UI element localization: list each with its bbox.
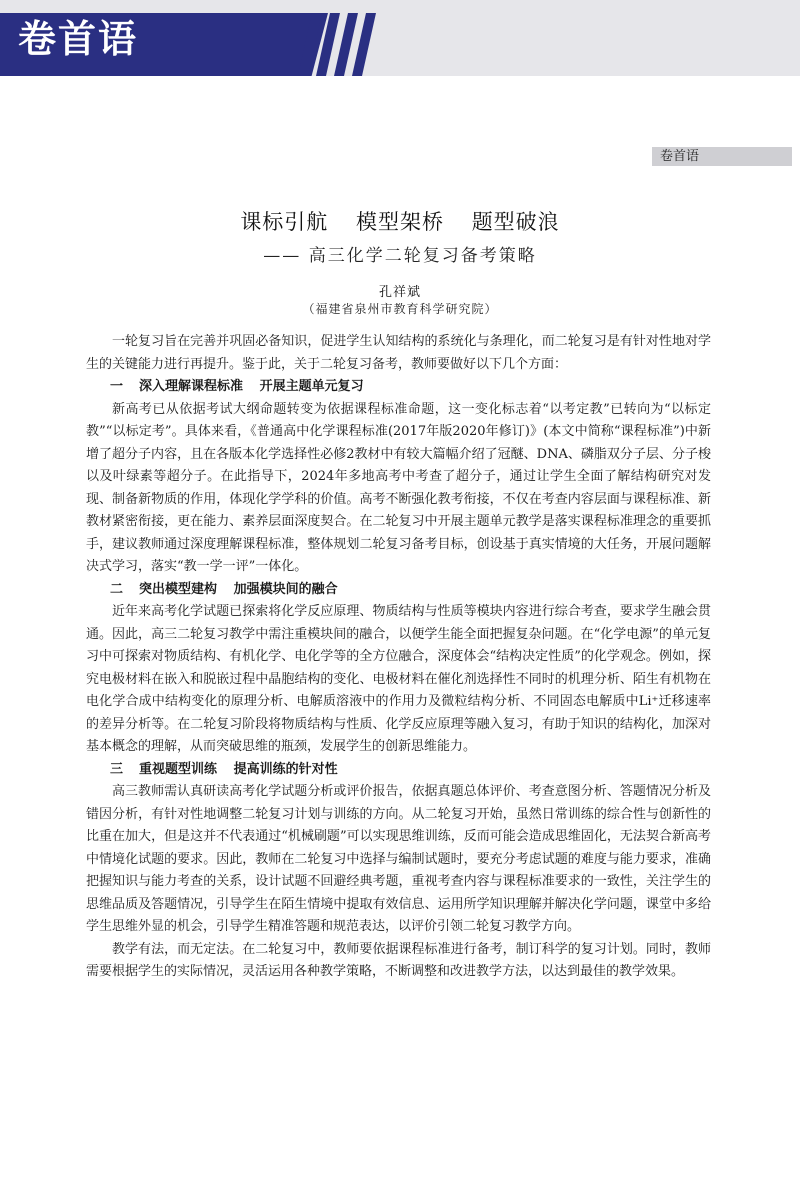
section-number: 二 <box>110 581 124 597</box>
section-heading-b: 加强模块间的融合 <box>233 581 338 597</box>
intro-paragraph: 一轮复习旨在完善并巩固必备知识，促进学生认知结构的系统化与条理化，而二轮复习是有针对性地对学生的关键能力进行再提升。鉴于此，关于二轮复习备考，教师要做好以下几个方面： <box>86 334 711 372</box>
body-paragraph: 教学有法，而无定法。在二轮复习中，教师要依据课程标准进行备考，制订科学的复习计划。同时，教师需要根据学生的实际情况，灵活运用各种教学策略，不断调整和改进教学方法，以达到最佳的教学效果。 <box>86 941 711 979</box>
section-heading-a: 突出模型建构 <box>139 581 218 597</box>
section-heading-b: 提高训练的针对性 <box>233 761 338 777</box>
banner-title: 卷首语 <box>18 17 139 61</box>
section-heading-b: 开展主题单元复习 <box>259 379 364 394</box>
section-tag: 卷首语 <box>652 147 792 166</box>
body-paragraph: 新高考已从依据考试大纲命题转变为依据课程标准命题，这一变化标志着“以考定教”已转向为“以标定教”“以标定考”。具体来看，《普通高中化学课程标准(2017年版2020年修订)》(本文中简称“课程标准”)中新增了超分子内容，且在各版本化学选择性必修2教材中有较大篇幅介绍了冠醚、DNA、磷脂双分子层、分子梭以及叶绿素等超分子。在此指导下，2024年多地高考中考查了超分子，通过让学生全面了解结构研究对发现、制备新物质的作用，体现化学学科的价值。高考不断强化教考衔接，不仅在考查内容层面与课程标准、新教材紧密衔接，更在能力、素养层面深度契合。在二轮复习中开展主题单元教学是落实课程标准理念的重要抓手，建议教师通过深度理解课程标准，整体规划二轮复习备考目标，创设基于真实情境的大任务，开展问题解决式学习，落实“教一学一评”一体化。 <box>86 401 711 574</box>
author-affiliation: （福建省泉州市教育科学研究院） <box>302 302 498 316</box>
section-number: 三 <box>110 761 124 777</box>
section-heading <box>86 579 711 602</box>
author-name: 孔祥斌 <box>378 285 421 300</box>
section-heading <box>86 759 711 782</box>
body-paragraph: 近年来高考化学试题已探索将化学反应原理、物质结构与性质等模块内容进行综合考查，要求学生融会贯通。因此，高三二轮复习教学中需注重模块间的融合，以便学生能全面把握复杂问题。在“化学电源”的单元复习中可探索对物质结构、有机化学、电化学等的全方位融合，深度体会“结构决定性质”的化学观念。例如，探究电极材料在嵌入和脱嵌过程中晶胞结构的变化、电极材料在催化剂选择性不同时的机理分析、陌生有机物在电化学合成中结构变化的原理分析、电解质溶液中的作用力及微粒结构分析、不同固态电解质中Li⁺迁移速率的差异分析等。在二轮复习阶段将物质结构与性质、化学反应原理等融入复习，有助于知识的结构化，加深对基本概念的理解，从而突破思维的瓶颈，发展学生的创新思维能力。 <box>86 604 711 754</box>
title-part: 课标引航 <box>240 210 329 234</box>
title-part: 题型破浪 <box>471 210 560 234</box>
body-paragraph: 高三教师需认真研读高考化学试题分析或评价报告，依据真题总体评价、考查意图分析、答题情况分析及错因分析，有针对性地调整二轮复习计划与训练的方向。从二轮复习开始，虽然日常训练的综合性与创新性的比重在加大，但是这并不代表通过“机械刷题”可以实现思维训练，反而可能会造成思维固化，无法契合新高考中情境化试题的要求。因此，教师在二轮复习中选择与编制试题时，要充分考虑试题的难度与能力要求，准确把握知识与能力考查的关系，设计试题不回避经典考题，重视考查内容与课程标准要求的一致性，关注学生的思维品质及答题情况，引导学生在陌生情境中提取有效信息、运用所学知识理解并解决化学问题，课堂中多给学生思维外显的机会，引导学生精准答题和规范表达，以评价引领二轮复习教学方向。 <box>86 784 711 934</box>
section-heading <box>86 376 711 399</box>
banner-stripes <box>298 13 388 76</box>
section-number: 一 <box>110 379 124 394</box>
title-part: 模型架桥 <box>356 210 444 234</box>
article-subtitle: —— 高三化学二轮复习备考策略 <box>263 246 537 266</box>
section-heading-a: 深入理解课程标准 <box>139 379 244 394</box>
section-heading-a: 重视题型训练 <box>139 761 218 777</box>
article-body <box>86 331 711 984</box>
article-title <box>0 206 800 236</box>
